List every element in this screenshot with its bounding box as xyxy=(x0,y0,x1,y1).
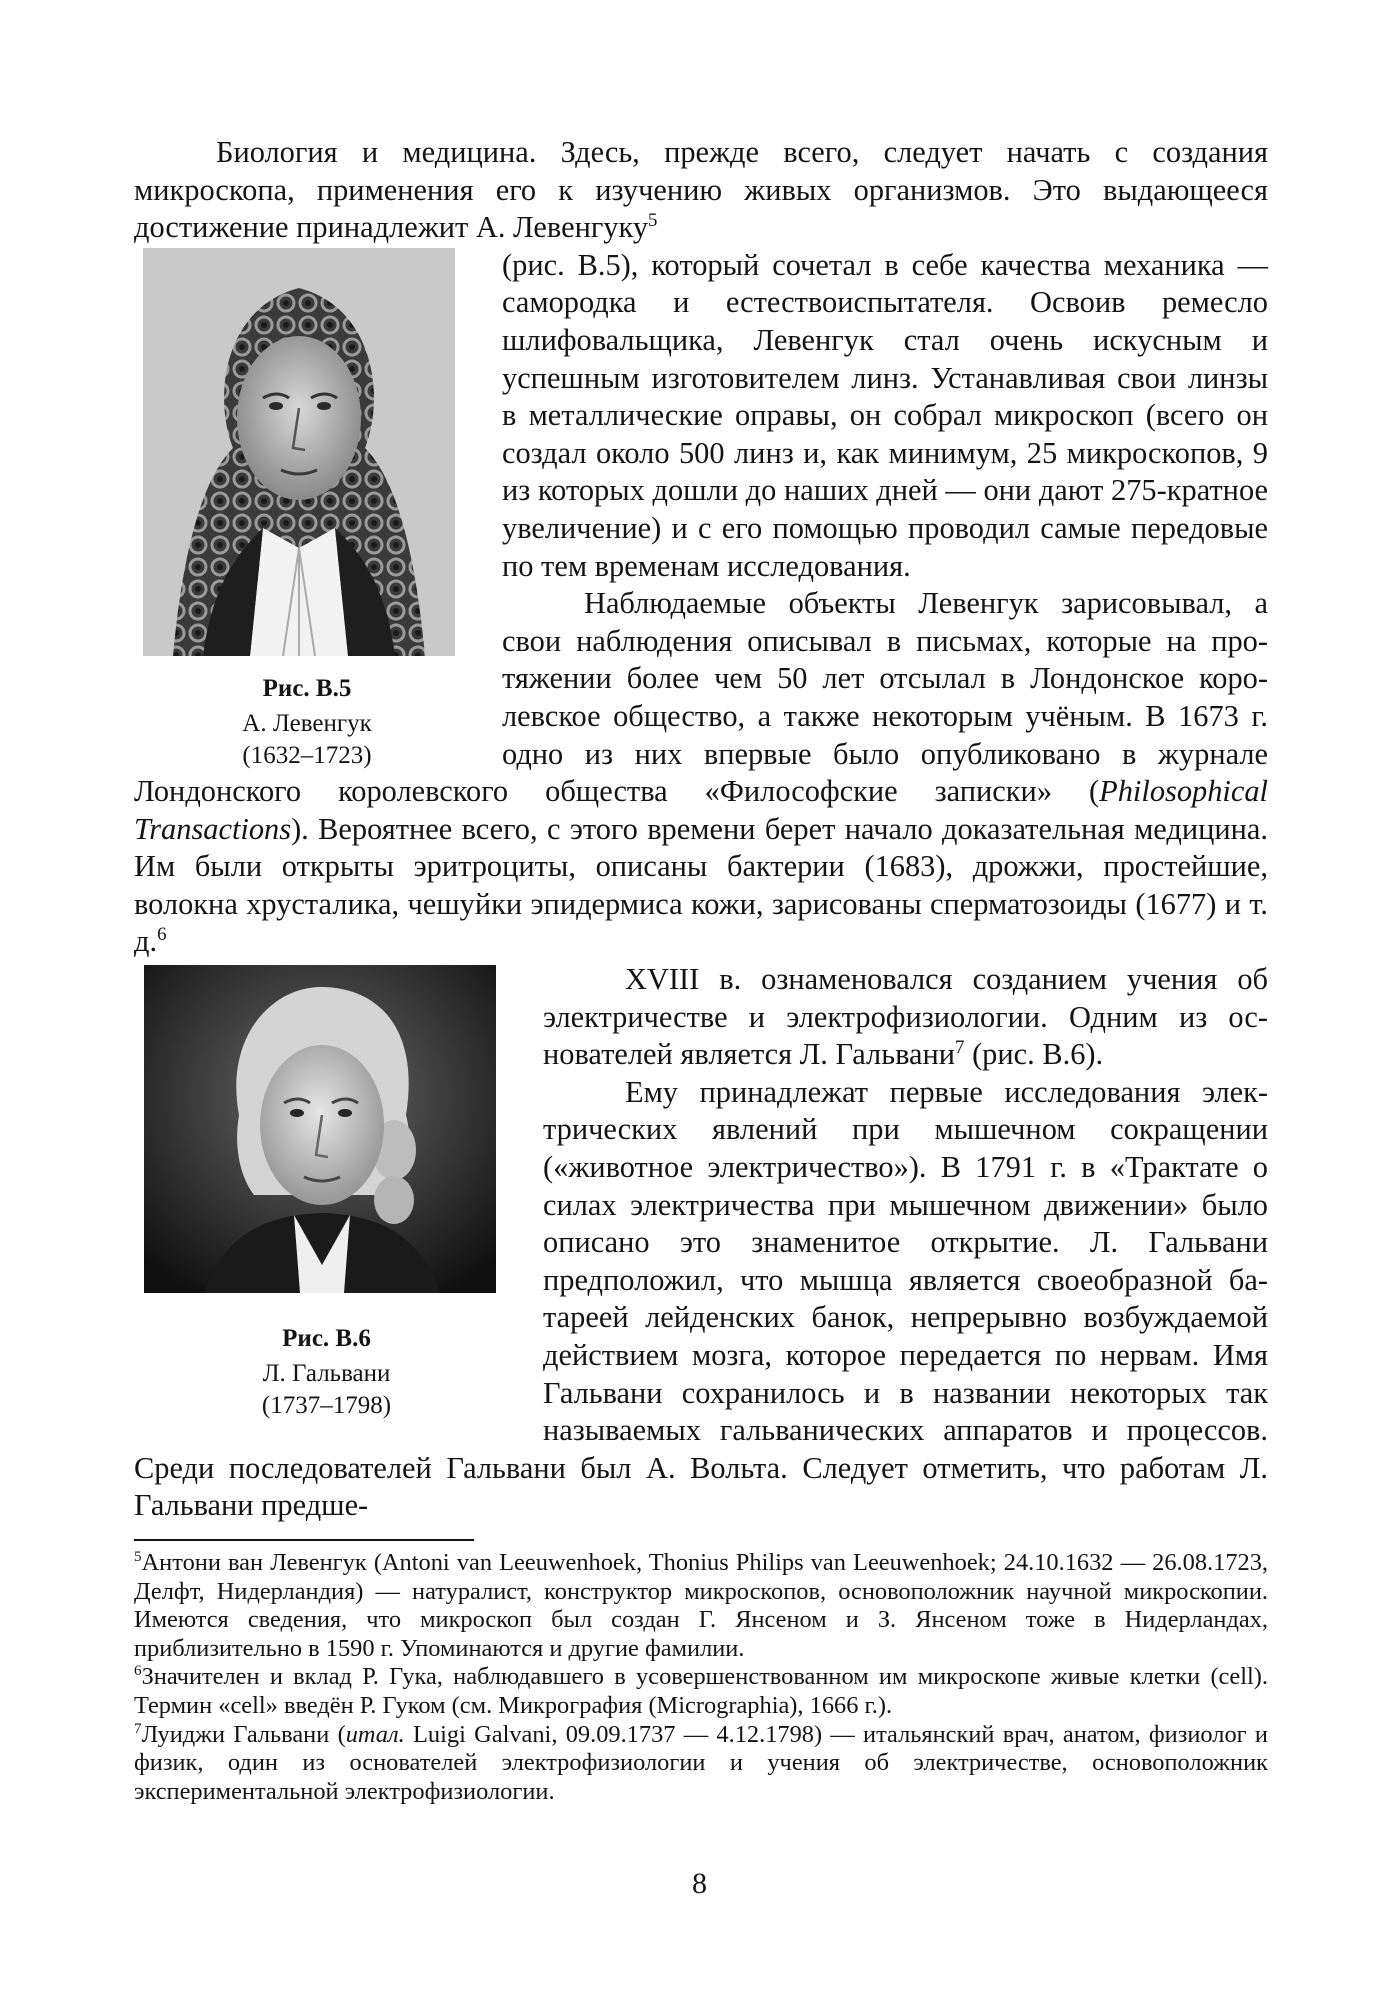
footnote-ref-7[interactable]: 7 xyxy=(955,1037,965,1059)
figure-caption: Рис. В.5 А. Левенгук (1632–1723) xyxy=(242,674,372,769)
paragraph-1: Биология и медицина. Здесь, прежде всего, следует начать с создания микроскопа, применения его к изучению живых организмов. Это выдающееся достижение принадлежит А. Левенгуку$^5$ xyxy=(134,135,1268,245)
paragraph-4: Ему принадлежат первые исследования электрических явлений при мышечном сокращении («животное электричество»). В 1791 г. в «Трактате о силах электричества при мышечном движении» было описано это знаменитое открытие. Л. Гальвани предположил, что мышца является своеобразной батареей лейденских банок, непрерывно возбуждаемой действием мозга, которое передается по нервам. Имя Гальвани сохранилось и в названии некоторых так называемых гальванических аппаратов и процессов. Среди последователей Гальвани был А. Вольта. Следует отметить, что работам Л. Гальвани предше- xyxy=(134,1074,1268,1523)
main-text: Биология и медицина. Здесь, прежде всего, следует начать с создания микроскопа, применения его к изучению живых организмов. Это выдающееся достижение принадлежит А. Левенгуку$^5$ Рис. В.5 А. Левенгук (1632–1723) (рис. В.5), который сочетал в себе качества механика — самородка и естествоиспытателя. Освоив ремесло шлифовальщика, Левенгук стал очень искусным и успешным изготовителем линз. Устанавливая свои линзы в металлические оправы, он собрал микроскоп (всего он создал около 500 линз и, как минимум, 25 микроскопов, 9 из которых дошли до наших дней — они дают 275-кратное увеличение) и с его помощью проводил самые передовые по тем временам исследования. Наблюдаемые объекты Левенгук зарисовывал, а свои наблюдения описывал в письмах, которые на протяжении более чем 50 лет отсылал в Лондонское королевское общество, а также некоторым учёным. В 1673 г. одно из них впервые было опубликовано в журнале Лондонского королевского общества «Философские записки» (Philosophical Transactions). Вероятнее всего, с этого времени берет начало доказательная медицина. Им были открыты эритроциты, описаны бактерии (1683), дрожжи, простейшие, волокна хрусталика, чешуйки эпидермиса кожи, зарисованы сперматозоиды (1677) и т. д.$^6$ Рис. В.6 Л. Гальвани (1737–1798) XVIII в. ознаменовался созданием учения об электричестве и электрофизиологии. Одним из основателей является Л. Гальвани$^7$ (рис. В.6). Ему принадлежат первые исследования электрических явлений при мышечном сокращении («животное электричество»). В 1791 г. в «Трактате о силах электричества при мышечном движении» было описано это знаменитое открытие. Л. Гальвани предположил, что мышца является своеобразной батареей лейденских банок, непрерывно возбуждаемой действием мозга, которое передается по нервам. Имя Гальвани сохранилось и в названии некоторых так называемых гальванических аппаратов и процессов. Среди последователей Гальвани был А. Вольта. Следует отметить, что работам Л. Гальвани предше- xyxy=(134,134,1268,1525)
paragraph-2: Наблюдаемые объекты Левенгук зарисовывал, а свои наблюдения описывал в письмах, которые на протяжении более чем 50 лет отсылал в Лондонское королевское общество, а также некоторым учёным. В 1673 г. одно из них впервые было опубликовано в журнале Лондонского королевского общества «Философские записки» (Philosophical Transactions). Вероятнее всего, с этого времени берет начало доказательная медицина. Им были открыты эритроциты, описаны бактерии (1683), дрожжи, простейшие, волокна хрусталика, чешуйки эпидермиса кожи, зарисованы сперматозоиды (1677) и т. д.$^6$ xyxy=(134,586,1268,959)
footnote-ref-5[interactable]: 5 xyxy=(648,210,658,232)
footnote-divider xyxy=(134,1539,474,1541)
figure-caption: Рис. В.6 Л. Гальвани (1737–1798) xyxy=(261,1325,392,1420)
footnote-ref-6[interactable]: 6 xyxy=(157,924,167,946)
footnote-7: $^7$Луиджи Гальвани (итал. Luigi Galvani, 09.09.1737 — 4.12.1798) — итальянский врач, анатом, физиолог и физик, один из основателей электрофизиологии и учения об электричестве, основоположник экспериментальной электрофизиологии. xyxy=(134,1720,1268,1805)
page-number: 8 xyxy=(692,1867,707,1900)
footnote-5: $^5$Антони ван Левенгук (Antoni van Leeuwenhoek, Thonius Philips van Leeuwenhoek; 24.10.1632 — 26.08.1723, Делфт, Нидерландия) — натуралист, конструктор микроскопов, основоположник научной микроскопии. Имеются сведения, что микроскоп был создан Г. Янсеном и З. Янсеном тоже в Нидерландах, приблизительно в 1590 г. Упоминаются и другие фамилии. xyxy=(134,1548,1268,1662)
figure-galvani xyxy=(134,965,519,1422)
paragraph-3: XVIII в. ознаменовался созданием учения об электричестве и электрофизиологии. Одним из основателей является Л. Гальвани$^7$ (рис. В.6). xyxy=(543,962,1268,1072)
book-page xyxy=(134,134,1268,1974)
figure-leeuwenhoek xyxy=(134,248,480,772)
leeuwenhoek-portrait xyxy=(143,248,455,656)
galvani-portrait xyxy=(144,965,496,1293)
footnote-6: $^6$Значителен и вклад Р. Гука, наблюдавшего в усовершенствованном им микроскопе живые клетки (cell). Термин «cell» введён Р. Гуком (см. Микрография (Micrographia), 1666 г.). xyxy=(134,1663,1268,1719)
footnotes xyxy=(134,1549,1268,1806)
